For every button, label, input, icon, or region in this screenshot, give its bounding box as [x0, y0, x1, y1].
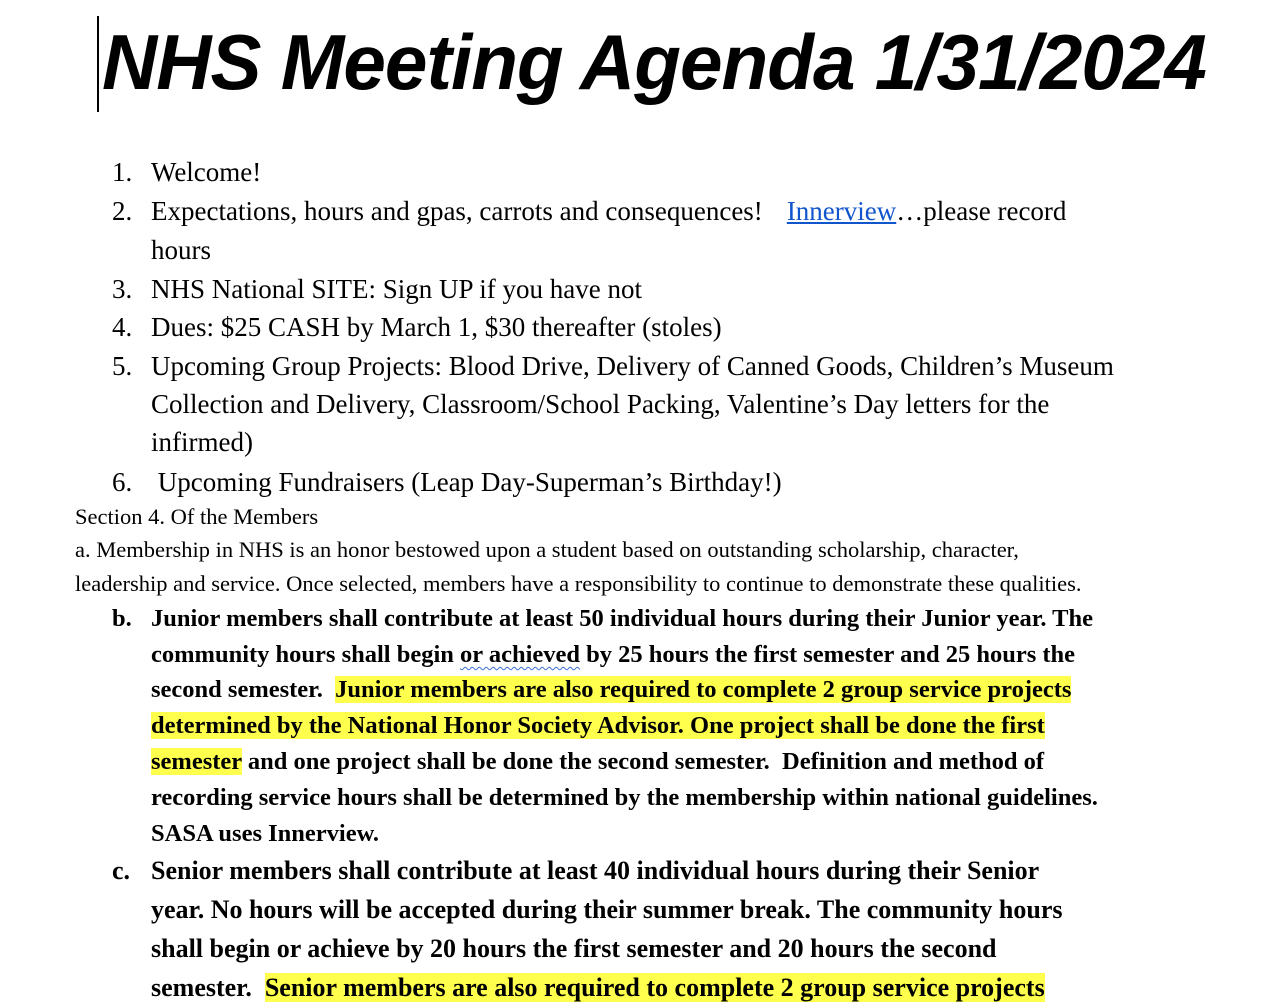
- agenda-item-5-cont: Collection and Delivery, Classroom/School Packing, Valentine’s Day letters for the: [151, 389, 1050, 419]
- agenda-item-2-cont: hours: [151, 235, 211, 265]
- highlighted-text: Senior members are also required to complete 2 group service projects: [264, 973, 1045, 1002]
- highlighted-text: determined by the National Honor Society Advisor. One project shall be done the first: [151, 712, 1045, 739]
- text-cursor: [97, 16, 99, 112]
- section-a-line: a. Membership in NHS is an honor bestowed upon a student based on outstanding scholarship, character,: [75, 537, 1019, 562]
- section-a-line: leadership and service. Once selected, members have a responsibility to continue to demonstrate these qualities.: [75, 571, 1082, 596]
- highlighted-text: Junior members are also required to complete 2 group service projects: [335, 676, 1072, 703]
- innerview-link[interactable]: Innerview: [786, 196, 897, 226]
- section-heading: Section 4. Of the Members: [75, 504, 319, 529]
- agenda-item-5-cont: infirmed): [151, 427, 253, 457]
- document-title: NHS Meeting Agenda 1/31/2024: [102, 18, 1206, 106]
- spellcheck-underline: or achieved: [460, 641, 581, 668]
- highlighted-text: semester: [151, 748, 242, 775]
